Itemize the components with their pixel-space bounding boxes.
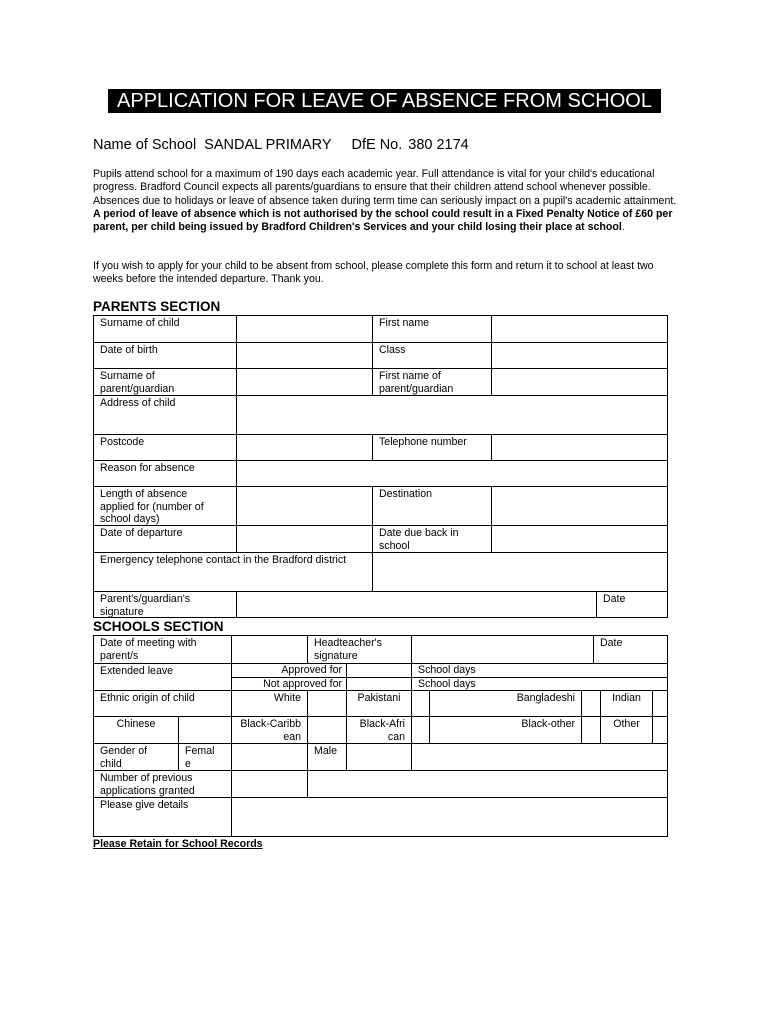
white-label: White [231, 690, 308, 717]
postcode-label: Postcode [93, 434, 237, 461]
intro-paragraph [93, 168, 683, 234]
dob-field[interactable] [236, 342, 373, 369]
due-back-field[interactable] [491, 525, 668, 553]
white-checkbox[interactable] [307, 690, 347, 717]
previous-applications-blank [307, 770, 668, 798]
previous-applications-label: Number of previous applications granted [93, 770, 232, 798]
surname-parent-field[interactable] [236, 368, 373, 396]
surname-child-label: Surname of child [93, 315, 237, 343]
pakistani-checkbox[interactable] [411, 690, 430, 717]
meeting-field[interactable] [231, 635, 308, 664]
black-other-label: Black-other [429, 716, 582, 744]
first-name-field[interactable] [491, 315, 668, 343]
male-label: Male [307, 743, 347, 771]
surname-child-field[interactable] [236, 315, 373, 343]
male-checkbox[interactable] [346, 743, 412, 771]
class-label: Class [372, 342, 492, 369]
previous-applications-field[interactable] [231, 770, 308, 798]
dfe-value: 380 2174 [408, 137, 469, 153]
parents-section-heading: PARENTS SECTION [93, 299, 221, 314]
black-african-checkbox[interactable] [411, 716, 430, 744]
black-caribbean-label: Black-Caribbean [231, 716, 308, 744]
black-african-label: Black-African [346, 716, 412, 744]
pakistani-label: Pakistani [346, 690, 412, 717]
chinese-checkbox[interactable] [178, 716, 232, 744]
indian-label: Indian [600, 690, 653, 717]
reason-field[interactable] [236, 460, 668, 487]
gender-label: Gender of child [93, 743, 179, 771]
intro-bold-warning: A period of leave of absence which is not authorised by the school could result in a Fixed Penalty Notice of £60 per parent, per child being issued by Bradford Children's Services and your child losing their place at school [93, 207, 673, 234]
school-days-label-2: School days [418, 678, 476, 690]
address-label: Address of child [93, 395, 237, 435]
dob-label: Date of birth [93, 342, 237, 369]
not-approved-label: Not approved for [263, 678, 342, 690]
approved-label: Approved for [281, 664, 342, 676]
destination-label: Destination [372, 486, 492, 526]
reason-label: Reason for absence [93, 460, 237, 487]
signature-label: Parent's/guardian's signature [93, 591, 237, 618]
dfe-label: DfE No. [351, 137, 403, 153]
instructions-paragraph: If you wish to apply for your child to be absent from school, please complete this form and return it to school at least two weeks before the intended departure. Thank you. [93, 260, 654, 286]
intro-end: . [621, 221, 625, 234]
signature-field[interactable] [236, 591, 597, 618]
details-field[interactable] [231, 797, 668, 837]
telephone-field[interactable] [491, 434, 668, 461]
length-field[interactable] [236, 486, 373, 526]
first-name-parent-field[interactable] [491, 368, 668, 396]
head-signature-label: Headteacher's signature [307, 635, 412, 664]
indian-checkbox[interactable] [652, 690, 668, 717]
address-field[interactable] [236, 395, 668, 435]
first-name-label: First name [372, 315, 492, 343]
extended-leave-label: Extended leave [93, 663, 232, 691]
class-field[interactable] [491, 342, 668, 369]
telephone-label: Telephone number [372, 434, 492, 461]
school-date-label: Date [593, 635, 668, 664]
due-back-label: Date due back in school [372, 525, 492, 553]
retain-notice: Please Retain for School Records [93, 838, 263, 850]
parent-date-label: Date [596, 591, 668, 618]
other-checkbox[interactable] [652, 716, 668, 744]
details-label: Please give details [93, 797, 232, 837]
length-label: Length of absence applied for (number of school days) [93, 486, 237, 526]
school-days-label-1: School days [418, 664, 476, 676]
first-name-parent-label: First name of parent/guardian [372, 368, 492, 396]
meeting-label: Date of meeting with parent/s [93, 635, 232, 664]
intro-text: Pupils attend school for a maximum of 190 days each academic year. Full attendance is vital for your child's educational progress. Bradford Council expects all parents/guardians to ensure that their children attend school whenever possible. Absences due to holidays or leave of absence taken during term time can seriously impact on a pupil's academic attainment. [93, 168, 677, 207]
chinese-label: Chinese [93, 716, 179, 744]
ethnic-origin-label: Ethnic origin of child [93, 690, 232, 717]
other-label: Other [600, 716, 653, 744]
school-name-label: Name of School [93, 137, 197, 153]
postcode-field[interactable] [236, 434, 373, 461]
female-label: Female [178, 743, 232, 771]
bangladeshi-label: Bangladeshi [429, 690, 582, 717]
black-other-checkbox[interactable] [581, 716, 601, 744]
school-name-value: SANDAL PRIMARY [204, 137, 332, 153]
head-signature-field[interactable] [411, 635, 594, 664]
schools-section-heading: SCHOOLS SECTION [93, 619, 224, 634]
emergency-field[interactable] [372, 552, 668, 592]
gender-blank-cell [411, 743, 668, 771]
departure-field[interactable] [236, 525, 373, 553]
departure-label: Date of departure [93, 525, 237, 553]
bangladeshi-checkbox[interactable] [581, 690, 601, 717]
black-caribbean-checkbox[interactable] [307, 716, 347, 744]
female-checkbox[interactable] [231, 743, 308, 771]
surname-parent-label: Surname of parent/guardian [93, 368, 237, 396]
destination-field[interactable] [491, 486, 668, 526]
emergency-label: Emergency telephone contact in the Bradford district [93, 552, 373, 592]
school-info [93, 137, 489, 153]
form-title: APPLICATION FOR LEAVE OF ABSENCE FROM SCHOOL [108, 89, 661, 113]
